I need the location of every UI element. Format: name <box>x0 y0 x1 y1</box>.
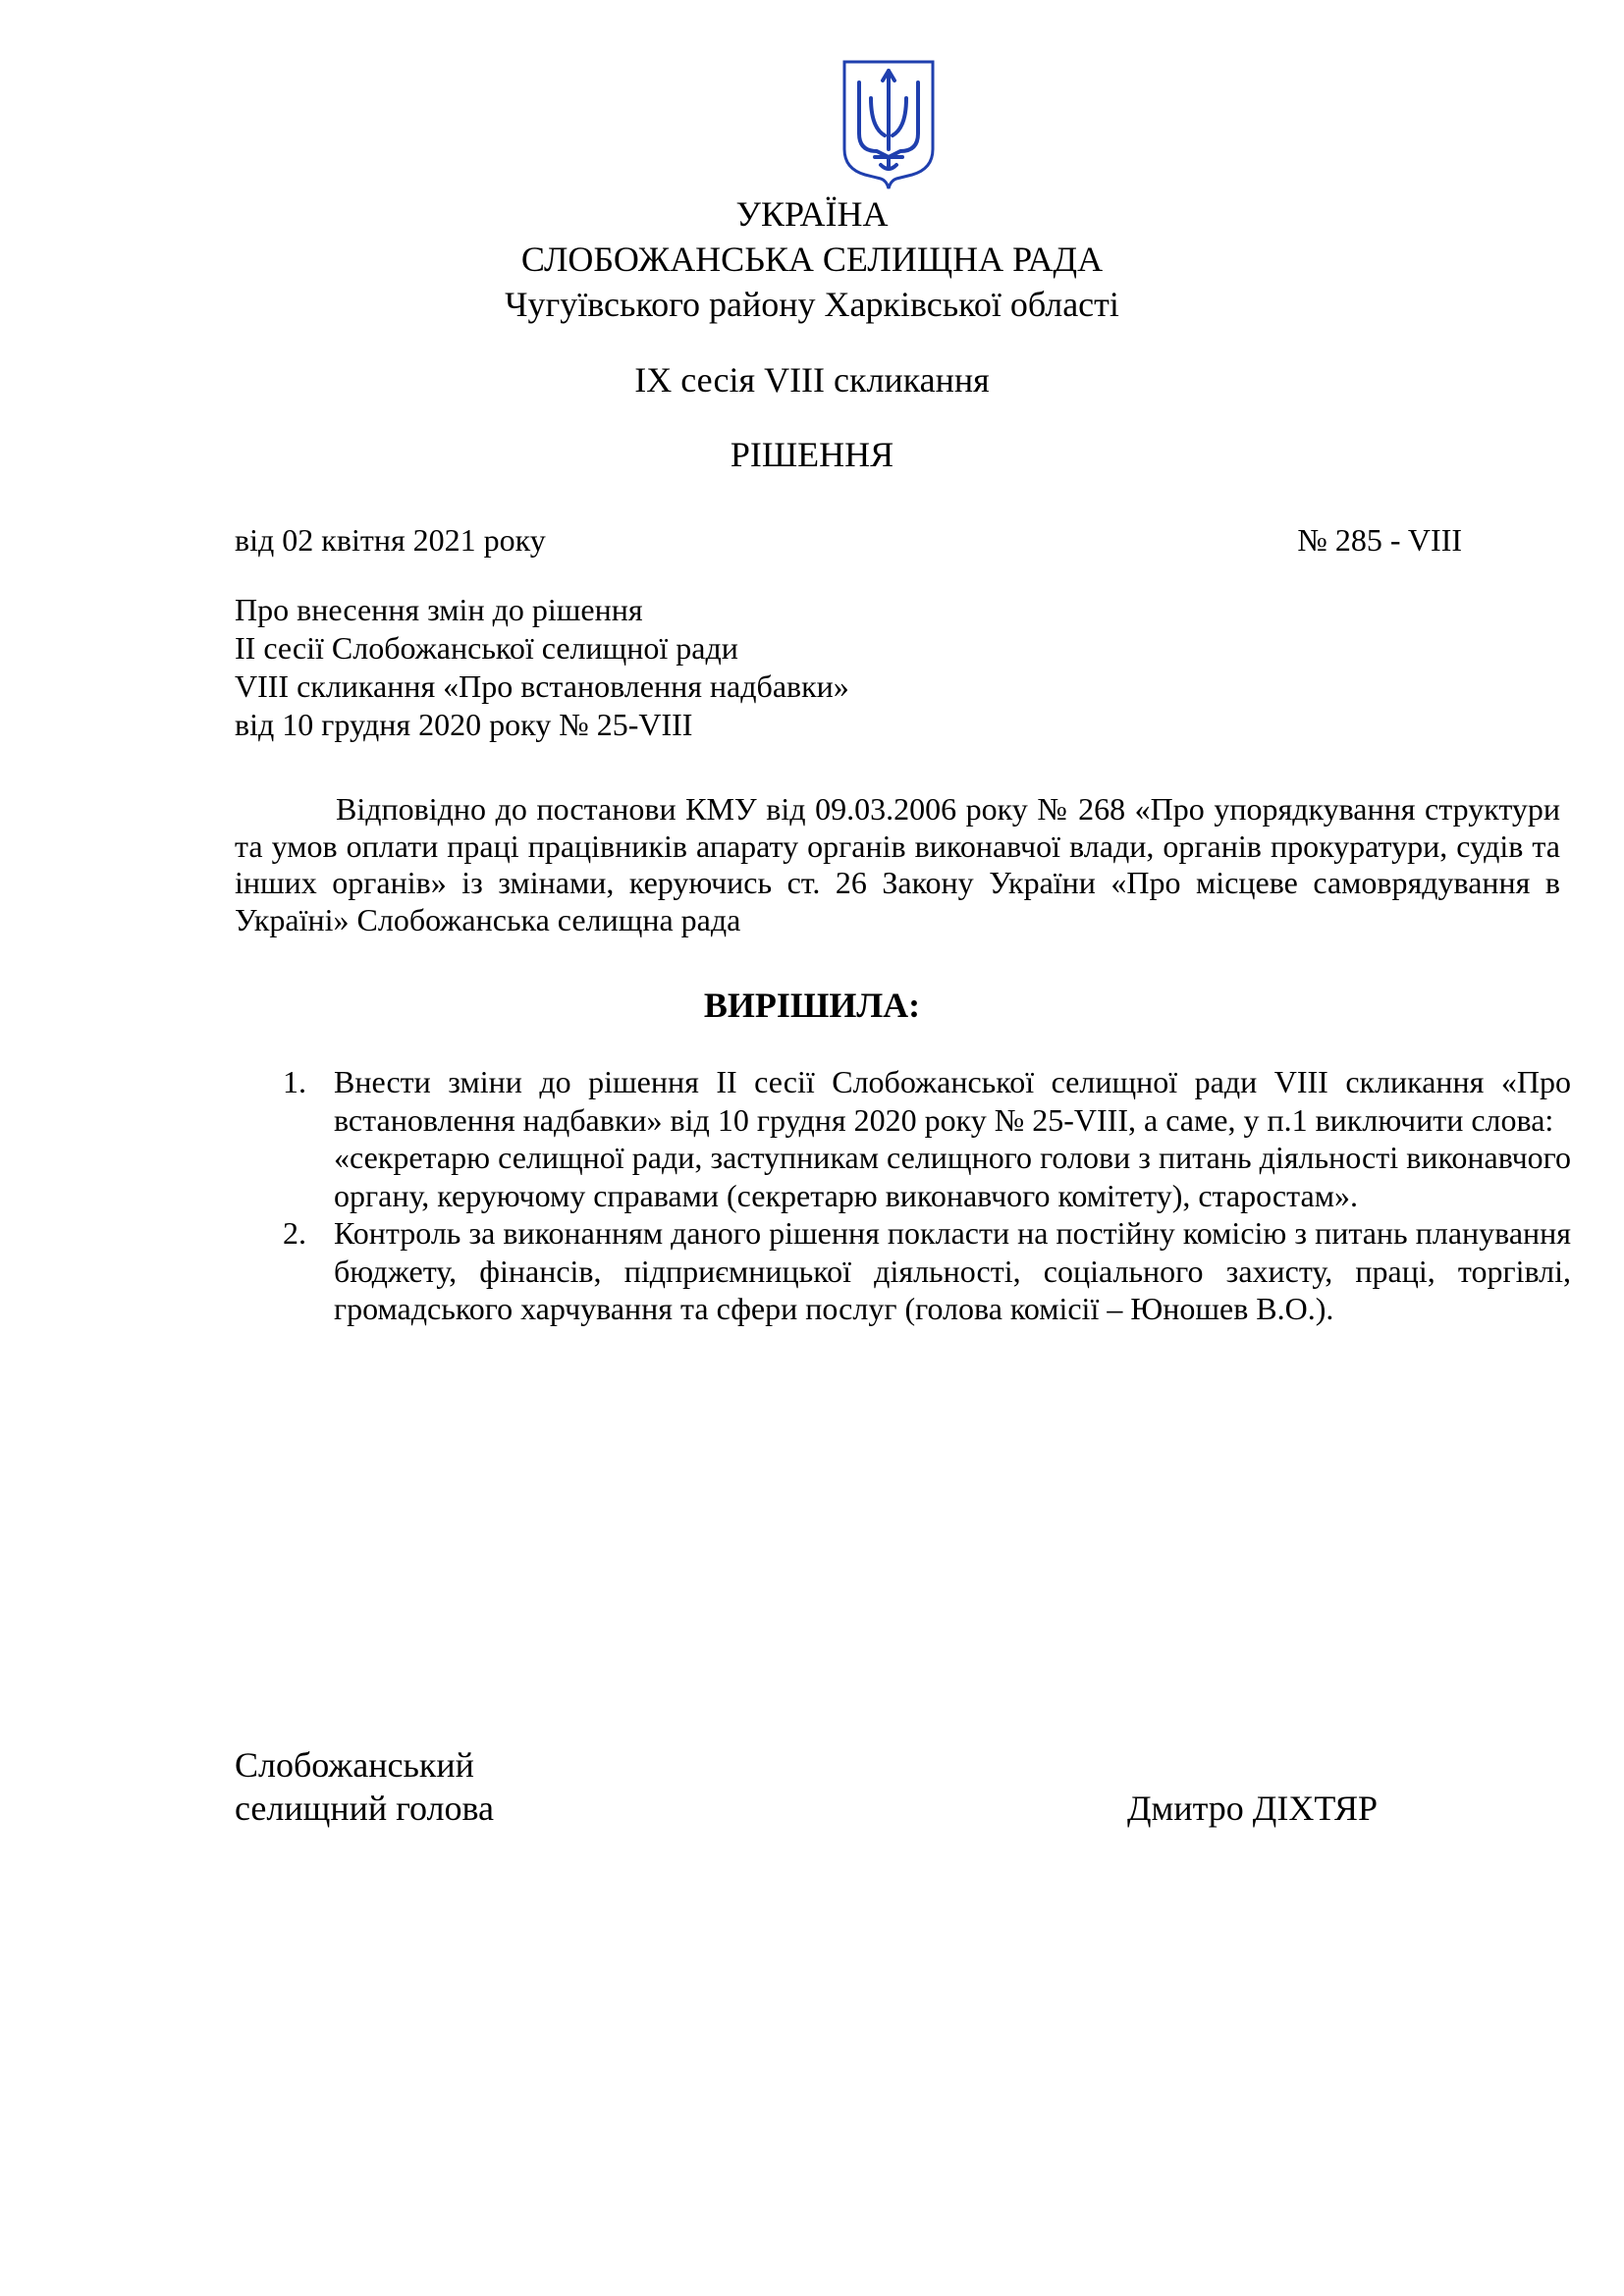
header-country: УКРАЇНА <box>735 194 889 234</box>
decided-heading: ВИРІШИЛА: <box>703 986 921 1025</box>
decision-items-list <box>283 1063 1571 1328</box>
trident-coat-of-arms-icon <box>841 59 936 190</box>
decision-date: від 02 квітня 2021 року <box>235 522 546 558</box>
preamble-paragraph: Відповідно до постанови КМУ від 09.03.2006 року № 268 «Про упорядкування структури та умов оплати праці працівників апарату органів виконавчої влади, органів прокуратури, судів та інших органів» із змінами, керуючись ст. 26 Закону України «Про місцеве самоврядування в Україні» Слобожанська селищна рада <box>235 791 1560 937</box>
list-item-text: Контроль за виконанням даного рішення покласти на постійну комісію з питань планування бюджету, фінансів, підприємницької діяльності, соціального захисту, праці, торгівлі, громадського харчування та сфери послуг (голова комісії – Юношев В.О.). <box>334 1215 1571 1326</box>
date-number-line <box>235 520 1462 560</box>
signatory-title <box>235 1743 494 1830</box>
subject-line: II сесії Слобожанської селищної ради <box>235 630 738 666</box>
decision-subject <box>235 591 1118 744</box>
document-type-title: РІШЕННЯ <box>730 435 894 474</box>
decision-number: № 285 - VIII <box>1297 522 1462 558</box>
list-item-text: Внести зміни до рішення II сесії Слобожанської селищної ради VIII скликання «Про встановлення надбавки» від 10 грудня 2020 року № 25-VIII, а саме, у п.1 виключити слова: <box>334 1064 1571 1138</box>
header-district: Чугуївського району Харківської області <box>505 285 1119 324</box>
list-item-number: 2. <box>283 1215 306 1251</box>
header-council: СЛОБОЖАНСЬКА СЕЛИЩНА РАДА <box>520 240 1104 279</box>
subject-line: Про внесення змін до рішення <box>235 592 643 627</box>
signatory-name: Дмитро ДІХТЯР <box>1127 1789 1378 1828</box>
list-item <box>283 1214 1571 1328</box>
list-item-number: 1. <box>283 1064 306 1099</box>
list-item-quote: «секретарю селищної ради, заступникам селищного голови з питань діяльності виконавчого органу, керуючому справами (секретарю виконавчого комітету), старостам». <box>334 1140 1571 1213</box>
signatory-title-line: селищний голова <box>235 1789 495 1828</box>
subject-line: від 10 грудня 2020 року № 25-VIII <box>235 707 693 742</box>
signatory-title-line: Слобожанський <box>235 1745 474 1785</box>
header-session: IX сесія VIII скликання <box>634 360 990 400</box>
list-item <box>283 1063 1571 1214</box>
subject-line: VIII скликання «Про встановлення надбавки» <box>235 668 849 704</box>
